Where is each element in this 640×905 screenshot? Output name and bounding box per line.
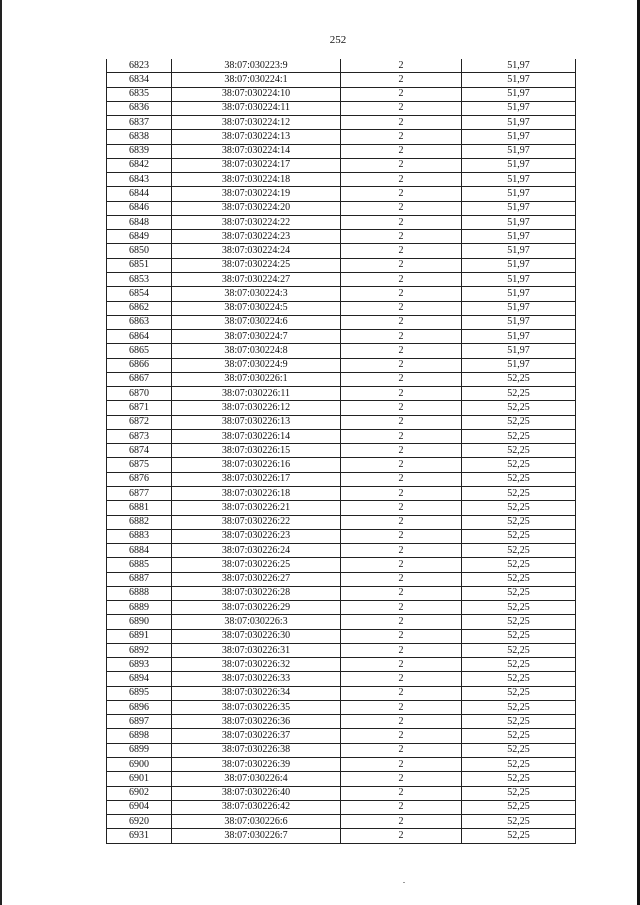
table-row — [107, 401, 576, 415]
value-cell: 51,97 — [462, 215, 576, 229]
category-cell: 2 — [341, 201, 462, 215]
value-cell: 51,97 — [462, 272, 576, 286]
category-cell: 2 — [341, 800, 462, 814]
cadastral-number-cell: 38:07:030224:18 — [172, 173, 341, 187]
cadastral-number-cell: 38:07:030226:38 — [172, 743, 341, 757]
cadastral-number-cell: 38:07:030226:30 — [172, 629, 341, 643]
table-row — [107, 330, 576, 344]
cadastral-number-cell: 38:07:030224:14 — [172, 144, 341, 158]
category-cell: 2 — [341, 315, 462, 329]
row-number-cell: 6897 — [107, 715, 172, 729]
cadastral-number-cell: 38:07:030226:29 — [172, 601, 341, 615]
category-cell: 2 — [341, 558, 462, 572]
row-number-cell: 6875 — [107, 458, 172, 472]
row-number-cell: 6843 — [107, 173, 172, 187]
cadastral-number-cell: 38:07:030226:28 — [172, 586, 341, 600]
category-cell: 2 — [341, 173, 462, 187]
table-row — [107, 344, 576, 358]
row-number-cell: 6838 — [107, 130, 172, 144]
row-number-cell: 6898 — [107, 729, 172, 743]
row-number-cell: 6881 — [107, 501, 172, 515]
category-cell: 2 — [341, 486, 462, 500]
row-number-cell: 6823 — [107, 59, 172, 73]
cadastral-number-cell: 38:07:030226:1 — [172, 372, 341, 386]
row-number-cell: 6871 — [107, 401, 172, 415]
row-number-cell: 6891 — [107, 629, 172, 643]
table-row — [107, 287, 576, 301]
table-row — [107, 387, 576, 401]
value-cell: 52,25 — [462, 458, 576, 472]
cadastral-number-cell: 38:07:030226:24 — [172, 544, 341, 558]
table-row — [107, 800, 576, 814]
value-cell: 52,25 — [462, 401, 576, 415]
category-cell: 2 — [341, 672, 462, 686]
category-cell: 2 — [341, 187, 462, 201]
cadastral-number-cell: 38:07:030226:4 — [172, 772, 341, 786]
cadastral-number-cell: 38:07:030224:23 — [172, 230, 341, 244]
row-number-cell: 6872 — [107, 415, 172, 429]
category-cell: 2 — [341, 215, 462, 229]
category-cell: 2 — [341, 458, 462, 472]
cadastral-number-cell: 38:07:030226:13 — [172, 415, 341, 429]
table-row — [107, 643, 576, 657]
row-number-cell: 6931 — [107, 829, 172, 843]
table-row — [107, 615, 576, 629]
value-cell: 51,97 — [462, 358, 576, 372]
table-row — [107, 772, 576, 786]
table-row — [107, 444, 576, 458]
cadastral-number-cell: 38:07:030224:20 — [172, 201, 341, 215]
cadastral-number-cell: 38:07:030224:3 — [172, 287, 341, 301]
row-number-cell: 6882 — [107, 515, 172, 529]
category-cell: 2 — [341, 230, 462, 244]
cadastral-number-cell: 38:07:030226:18 — [172, 486, 341, 500]
cadastral-number-cell: 38:07:030226:33 — [172, 672, 341, 686]
cadastral-number-cell: 38:07:030226:3 — [172, 615, 341, 629]
cadastral-number-cell: 38:07:030224:19 — [172, 187, 341, 201]
category-cell: 2 — [341, 130, 462, 144]
cadastral-number-cell: 38:07:030224:22 — [172, 215, 341, 229]
cadastral-number-cell: 38:07:030226:39 — [172, 758, 341, 772]
cadastral-number-cell: 38:07:030226:7 — [172, 829, 341, 843]
category-cell: 2 — [341, 101, 462, 115]
table-row — [107, 201, 576, 215]
row-number-cell: 6870 — [107, 387, 172, 401]
category-cell: 2 — [341, 272, 462, 286]
table-row — [107, 101, 576, 115]
value-cell: 51,97 — [462, 287, 576, 301]
value-cell: 52,25 — [462, 501, 576, 515]
row-number-cell: 6873 — [107, 429, 172, 443]
value-cell: 51,97 — [462, 59, 576, 73]
value-cell: 51,97 — [462, 330, 576, 344]
value-cell: 51,97 — [462, 258, 576, 272]
row-number-cell: 6884 — [107, 544, 172, 558]
cadastral-number-cell: 38:07:030226:11 — [172, 387, 341, 401]
row-number-cell: 6888 — [107, 586, 172, 600]
row-number-cell: 6895 — [107, 686, 172, 700]
category-cell: 2 — [341, 244, 462, 258]
row-number-cell: 6854 — [107, 287, 172, 301]
value-cell: 51,97 — [462, 173, 576, 187]
row-number-cell: 6920 — [107, 815, 172, 829]
category-cell: 2 — [341, 501, 462, 515]
row-number-cell: 6883 — [107, 529, 172, 543]
category-cell: 2 — [341, 472, 462, 486]
scan-edge-left — [0, 0, 2, 905]
category-cell: 2 — [341, 144, 462, 158]
table-row — [107, 244, 576, 258]
category-cell: 2 — [341, 301, 462, 315]
row-number-cell: 6893 — [107, 658, 172, 672]
row-number-cell: 6849 — [107, 230, 172, 244]
category-cell: 2 — [341, 601, 462, 615]
category-cell: 2 — [341, 615, 462, 629]
table-row — [107, 558, 576, 572]
category-cell: 2 — [341, 87, 462, 101]
page-number: 252 — [329, 34, 347, 46]
value-cell: 52,25 — [462, 743, 576, 757]
cadastral-number-cell: 38:07:030224:6 — [172, 315, 341, 329]
table-row — [107, 743, 576, 757]
table-row — [107, 758, 576, 772]
table-row — [107, 87, 576, 101]
cadastral-number-cell: 38:07:030226:34 — [172, 686, 341, 700]
cadastral-number-cell: 38:07:030226:31 — [172, 643, 341, 657]
cadastral-number-cell: 38:07:030226:22 — [172, 515, 341, 529]
value-cell: 52,25 — [462, 643, 576, 657]
table-row — [107, 572, 576, 586]
table-row — [107, 586, 576, 600]
value-cell: 51,97 — [462, 101, 576, 115]
value-cell: 52,25 — [462, 686, 576, 700]
value-cell: 52,25 — [462, 387, 576, 401]
value-cell: 51,97 — [462, 158, 576, 172]
category-cell: 2 — [341, 429, 462, 443]
value-cell: 52,25 — [462, 758, 576, 772]
table-row — [107, 715, 576, 729]
row-number-cell: 6862 — [107, 301, 172, 315]
cadastral-number-cell: 38:07:030226:6 — [172, 815, 341, 829]
row-number-cell: 6887 — [107, 572, 172, 586]
table-row — [107, 301, 576, 315]
value-cell: 52,25 — [462, 700, 576, 714]
table-row — [107, 130, 576, 144]
row-number-cell: 6842 — [107, 158, 172, 172]
value-cell: 51,97 — [462, 230, 576, 244]
row-number-cell: 6865 — [107, 344, 172, 358]
value-cell: 52,25 — [462, 672, 576, 686]
category-cell: 2 — [341, 344, 462, 358]
cadastral-number-cell: 38:07:030226:17 — [172, 472, 341, 486]
table-row — [107, 786, 576, 800]
row-number-cell: 6851 — [107, 258, 172, 272]
row-number-cell: 6874 — [107, 444, 172, 458]
table-row — [107, 686, 576, 700]
table-row — [107, 458, 576, 472]
cadastral-number-cell: 38:07:030226:36 — [172, 715, 341, 729]
cadastral-number-cell: 38:07:030224:11 — [172, 101, 341, 115]
row-number-cell: 6876 — [107, 472, 172, 486]
value-cell: 52,25 — [462, 372, 576, 386]
value-cell: 51,97 — [462, 344, 576, 358]
category-cell: 2 — [341, 758, 462, 772]
table-row — [107, 230, 576, 244]
value-cell: 52,25 — [462, 601, 576, 615]
value-cell: 52,25 — [462, 786, 576, 800]
value-cell: 51,97 — [462, 244, 576, 258]
cadastral-number-cell: 38:07:030224:8 — [172, 344, 341, 358]
value-cell: 51,97 — [462, 144, 576, 158]
category-cell: 2 — [341, 629, 462, 643]
value-cell: 52,25 — [462, 415, 576, 429]
table-row — [107, 829, 576, 843]
value-cell: 52,25 — [462, 529, 576, 543]
value-cell: 52,25 — [462, 572, 576, 586]
category-cell: 2 — [341, 116, 462, 130]
value-cell: 52,25 — [462, 658, 576, 672]
cadastral-number-cell: 38:07:030224:9 — [172, 358, 341, 372]
value-cell: 51,97 — [462, 201, 576, 215]
table-row — [107, 672, 576, 686]
row-number-cell: 6885 — [107, 558, 172, 572]
cadastral-number-cell: 38:07:030226:35 — [172, 700, 341, 714]
category-cell: 2 — [341, 372, 462, 386]
row-number-cell: 6892 — [107, 643, 172, 657]
cadastral-number-cell: 38:07:030226:15 — [172, 444, 341, 458]
table-row — [107, 372, 576, 386]
row-number-cell: 6902 — [107, 786, 172, 800]
category-cell: 2 — [341, 401, 462, 415]
row-number-cell: 6839 — [107, 144, 172, 158]
cadastral-number-cell: 38:07:030226:21 — [172, 501, 341, 515]
cadastral-number-cell: 38:07:030226:25 — [172, 558, 341, 572]
row-number-cell: 6900 — [107, 758, 172, 772]
category-cell: 2 — [341, 786, 462, 800]
category-cell: 2 — [341, 743, 462, 757]
cadastral-number-cell: 38:07:030226:23 — [172, 529, 341, 543]
table-row — [107, 515, 576, 529]
table-row — [107, 272, 576, 286]
category-cell: 2 — [341, 715, 462, 729]
category-cell: 2 — [341, 515, 462, 529]
cadastral-number-cell: 38:07:030226:37 — [172, 729, 341, 743]
table-row — [107, 429, 576, 443]
category-cell: 2 — [341, 643, 462, 657]
category-cell: 2 — [341, 572, 462, 586]
row-number-cell: 6835 — [107, 87, 172, 101]
table-row — [107, 315, 576, 329]
value-cell: 52,25 — [462, 629, 576, 643]
value-cell: 52,25 — [462, 429, 576, 443]
row-number-cell: 6896 — [107, 700, 172, 714]
category-cell: 2 — [341, 358, 462, 372]
value-cell: 52,25 — [462, 544, 576, 558]
table-row — [107, 158, 576, 172]
row-number-cell: 6850 — [107, 244, 172, 258]
table-row — [107, 173, 576, 187]
row-number-cell: 6853 — [107, 272, 172, 286]
category-cell: 2 — [341, 586, 462, 600]
value-cell: 52,25 — [462, 772, 576, 786]
category-cell: 2 — [341, 258, 462, 272]
value-cell: 51,97 — [462, 130, 576, 144]
table-row — [107, 59, 576, 73]
row-number-cell: 6846 — [107, 201, 172, 215]
row-number-cell: 6904 — [107, 800, 172, 814]
row-number-cell: 6837 — [107, 116, 172, 130]
category-cell: 2 — [341, 444, 462, 458]
table-row — [107, 144, 576, 158]
table-row — [107, 486, 576, 500]
category-cell: 2 — [341, 330, 462, 344]
category-cell: 2 — [341, 700, 462, 714]
table-row — [107, 729, 576, 743]
cadastral-number-cell: 38:07:030224:10 — [172, 87, 341, 101]
cadastral-number-cell: 38:07:030226:14 — [172, 429, 341, 443]
row-number-cell: 6866 — [107, 358, 172, 372]
cadastral-number-cell: 38:07:030224:13 — [172, 130, 341, 144]
registry-table — [106, 59, 576, 844]
cadastral-number-cell: 38:07:030224:24 — [172, 244, 341, 258]
table-row — [107, 116, 576, 130]
table-row — [107, 215, 576, 229]
category-cell: 2 — [341, 772, 462, 786]
value-cell: 52,25 — [462, 615, 576, 629]
cadastral-number-cell: 38:07:030224:25 — [172, 258, 341, 272]
row-number-cell: 6864 — [107, 330, 172, 344]
row-number-cell: 6889 — [107, 601, 172, 615]
cadastral-number-cell: 38:07:030226:27 — [172, 572, 341, 586]
cadastral-number-cell: 38:07:030226:42 — [172, 800, 341, 814]
table-row — [107, 815, 576, 829]
row-number-cell: 6901 — [107, 772, 172, 786]
table-row — [107, 472, 576, 486]
cadastral-number-cell: 38:07:030224:1 — [172, 73, 341, 87]
value-cell: 51,97 — [462, 116, 576, 130]
value-cell: 51,97 — [462, 87, 576, 101]
table-row — [107, 629, 576, 643]
value-cell: 51,97 — [462, 187, 576, 201]
category-cell: 2 — [341, 73, 462, 87]
row-number-cell: 6848 — [107, 215, 172, 229]
category-cell: 2 — [341, 59, 462, 73]
cadastral-number-cell: 38:07:030224:17 — [172, 158, 341, 172]
value-cell: 52,25 — [462, 486, 576, 500]
table-row — [107, 700, 576, 714]
category-cell: 2 — [341, 529, 462, 543]
category-cell: 2 — [341, 415, 462, 429]
row-number-cell: 6867 — [107, 372, 172, 386]
table-row — [107, 258, 576, 272]
category-cell: 2 — [341, 658, 462, 672]
cadastral-number-cell: 38:07:030226:32 — [172, 658, 341, 672]
category-cell: 2 — [341, 729, 462, 743]
table-row — [107, 358, 576, 372]
cadastral-number-cell: 38:07:030224:7 — [172, 330, 341, 344]
category-cell: 2 — [341, 686, 462, 700]
table-row — [107, 601, 576, 615]
category-cell: 2 — [341, 815, 462, 829]
table-row — [107, 501, 576, 515]
value-cell: 52,25 — [462, 472, 576, 486]
category-cell: 2 — [341, 387, 462, 401]
table-row — [107, 544, 576, 558]
table-row — [107, 658, 576, 672]
cadastral-number-cell: 38:07:030223:9 — [172, 59, 341, 73]
table-row — [107, 415, 576, 429]
value-cell: 51,97 — [462, 301, 576, 315]
row-number-cell: 6836 — [107, 101, 172, 115]
cadastral-number-cell: 38:07:030224:5 — [172, 301, 341, 315]
row-number-cell: 6894 — [107, 672, 172, 686]
cadastral-number-cell: 38:07:030224:27 — [172, 272, 341, 286]
row-number-cell: 6834 — [107, 73, 172, 87]
table-row — [107, 529, 576, 543]
category-cell: 2 — [341, 544, 462, 558]
cadastral-number-cell: 38:07:030226:16 — [172, 458, 341, 472]
value-cell: 52,25 — [462, 800, 576, 814]
value-cell: 52,25 — [462, 558, 576, 572]
row-number-cell: 6899 — [107, 743, 172, 757]
value-cell: 51,97 — [462, 73, 576, 87]
row-number-cell: 6890 — [107, 615, 172, 629]
cadastral-number-cell: 38:07:030224:12 — [172, 116, 341, 130]
category-cell: 2 — [341, 158, 462, 172]
value-cell: 52,25 — [462, 729, 576, 743]
row-number-cell: 6877 — [107, 486, 172, 500]
value-cell: 52,25 — [462, 515, 576, 529]
value-cell: 52,25 — [462, 586, 576, 600]
value-cell: 52,25 — [462, 715, 576, 729]
value-cell: 51,97 — [462, 315, 576, 329]
registry-table-body — [107, 59, 576, 843]
row-number-cell: 6844 — [107, 187, 172, 201]
value-cell: 52,25 — [462, 815, 576, 829]
row-number-cell: 6863 — [107, 315, 172, 329]
table-row — [107, 73, 576, 87]
table-row — [107, 187, 576, 201]
category-cell: 2 — [341, 829, 462, 843]
category-cell: 2 — [341, 287, 462, 301]
scan-speck — [403, 882, 405, 883]
value-cell: 52,25 — [462, 444, 576, 458]
cadastral-number-cell: 38:07:030226:12 — [172, 401, 341, 415]
value-cell: 52,25 — [462, 829, 576, 843]
cadastral-number-cell: 38:07:030226:40 — [172, 786, 341, 800]
